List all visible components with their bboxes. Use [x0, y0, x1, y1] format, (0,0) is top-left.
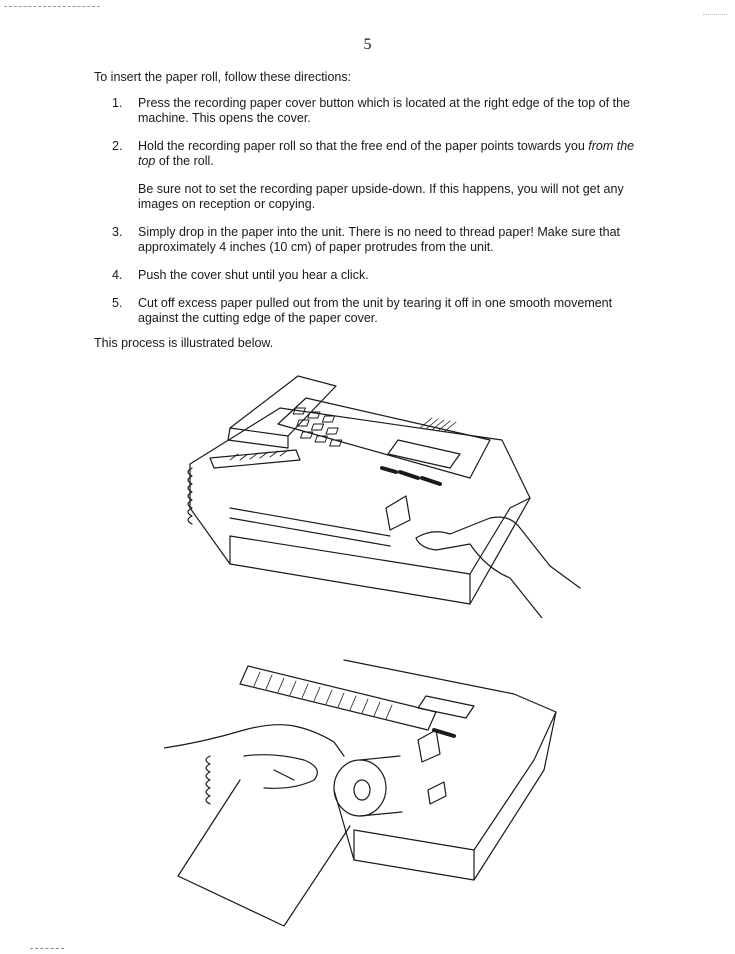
- cover-button: [428, 782, 446, 804]
- paper-roll-body: [360, 756, 402, 816]
- step-text: Push the cover shut until you hear a click.: [138, 268, 369, 282]
- step-text-end: of the roll.: [155, 154, 214, 168]
- display-window: [388, 440, 460, 468]
- handset-cord-icon: [206, 756, 210, 804]
- step-number: 1.: [112, 96, 123, 110]
- paper-sheet: [178, 780, 350, 926]
- cover-latch: [386, 496, 410, 530]
- step-number: 3.: [112, 225, 123, 239]
- step-5: [112, 296, 652, 326]
- step-number: 5.: [112, 296, 123, 310]
- step-1: [112, 96, 652, 126]
- fax-paper-roll-illustration: [164, 630, 564, 930]
- step-text: Simply drop in the paper into the unit. There is no need to thread paper! Make sure that approximately 4 inches (10 cm) of paper protrudes from the unit.: [138, 225, 621, 254]
- scan-artifact-top-left: [4, 6, 100, 8]
- step-2: [112, 139, 652, 212]
- scan-artifact-top-right: [703, 14, 727, 16]
- step-number: 4.: [112, 268, 123, 282]
- hatching: [254, 672, 392, 719]
- fax-cover-button-illustration: [170, 368, 590, 618]
- hand-holding-paper: [164, 725, 344, 789]
- step-note: Be sure not to set the recording paper upside-down. If this happens, you will not get any images on reception or copying.: [138, 182, 624, 211]
- paper-roll: [334, 760, 386, 816]
- step-text: Cut off excess paper pulled out from the unit by tearing it off in one smooth movement against the cutting edge of the paper cover.: [138, 296, 613, 325]
- function-bars: [382, 468, 440, 484]
- step-number: 2.: [112, 139, 123, 153]
- step-text: Press the recording paper cover button which is located at the right edge of the top of the machine. This opens the cover.: [138, 96, 630, 125]
- cover-latch: [418, 730, 440, 762]
- instruction-list: [112, 96, 652, 339]
- illustration-caption: This process is illustrated below.: [94, 336, 274, 350]
- open-paper-cover: [240, 666, 436, 730]
- fax-body-edge: [470, 498, 530, 574]
- paper-roll-core: [354, 780, 370, 800]
- fax-body-outline: [334, 660, 556, 880]
- step-text-start: Hold the recording paper roll so that the free end of the paper points towards you: [138, 139, 589, 153]
- display-window: [418, 696, 474, 718]
- step-text-emphasis: from the top: [138, 139, 635, 168]
- paper-cover: [210, 450, 300, 468]
- intro-text: To insert the paper roll, follow these directions:: [94, 70, 352, 84]
- step-text: [138, 139, 634, 168]
- page-number: 5: [363, 36, 372, 53]
- hand-pressing-button: [416, 517, 580, 618]
- step-3: [112, 225, 652, 255]
- scan-artifact-bottom-left: [30, 948, 64, 950]
- step-4: [112, 268, 652, 283]
